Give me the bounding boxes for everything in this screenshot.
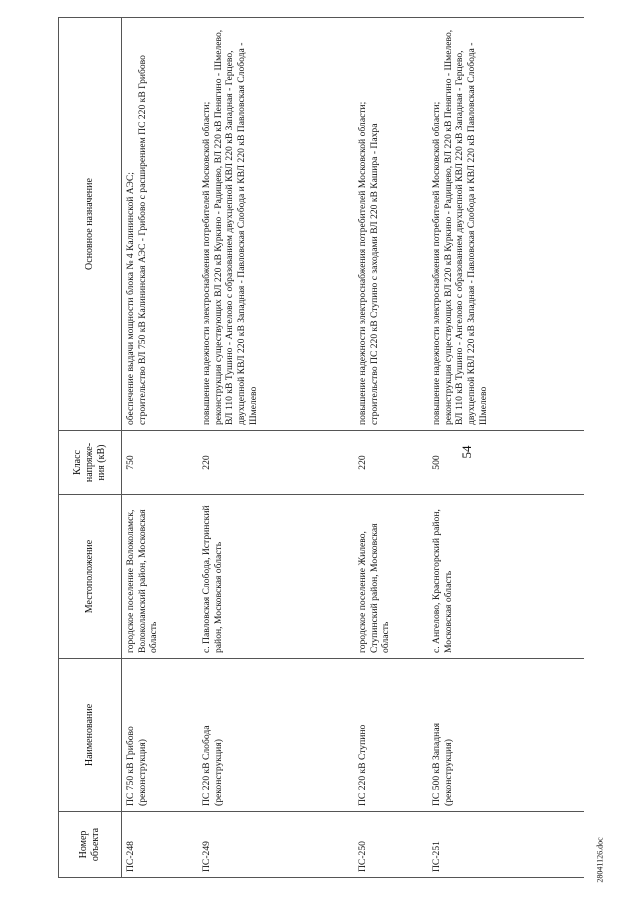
object-location: городское поселение Жилево, Ступинский район, Московская область [354, 495, 428, 659]
object-purpose [198, 18, 354, 431]
rotated-page-content [58, 18, 578, 878]
document-code: 28041126.doc [595, 837, 605, 883]
object-number: ПС-249 [198, 812, 354, 878]
object-name: ПС 220 кВ Ступино [354, 659, 428, 812]
object-purpose [122, 18, 199, 431]
header-name: Наименование [59, 659, 122, 812]
purpose-line: строительство ВЛ 750 кВ Калининская АЭС - Грибово с расширением ПС 220 кВ Грибово [136, 55, 148, 425]
purpose-line: обеспечение выдачи мощности блока № 4 Калининской АЭС; [125, 172, 136, 425]
object-number: ПС-248 [122, 812, 199, 878]
table-row [122, 18, 199, 878]
object-name: ПС 500 кВ Западная (реконструкция) [428, 659, 584, 812]
header-purpose: Основное назначение [59, 18, 122, 431]
purpose-line: повышение надежности электроснабжения потребителей Московской области; [431, 101, 442, 425]
purpose-line: реконструкция существующих ВЛ 220 кВ Куркино - Радищево, ВЛ 220 кВ Пенягино - Шмелево, ВЛ 110 кВ Тушино - Ангелово с образованием двухцепной КВЛ 220 кВ Западная - Герцево, двухцепной КВЛ 220 кВ Западная - Павловская Слобода и КВЛ 220 кВ Павловская Слобода - Шмелево [442, 29, 489, 425]
object-location: с. Павловская Слобода, Истринский район, Московская область [198, 495, 354, 659]
object-voltage: 220 [198, 431, 354, 495]
purpose-line: строительство ПС 220 кВ Ступино с заходами ВЛ 220 кВ Кашира - Пахра [368, 123, 380, 425]
object-name: ПС 750 кВ Грибово (реконструкция) [122, 659, 199, 812]
object-voltage: 750 [122, 431, 199, 495]
header-number: Номер объекта [59, 812, 122, 878]
object-location: с. Ангелово, Красногорский район, Московская область [428, 495, 584, 659]
object-purpose [354, 18, 428, 431]
page-number: 54 [459, 445, 474, 459]
object-number: ПС-251 [428, 812, 584, 878]
object-voltage: 500 [428, 431, 584, 495]
table-row [198, 18, 354, 878]
table-row [428, 18, 584, 878]
object-number: ПС-250 [354, 812, 428, 878]
header-voltage: Класс напряже-ния (кВ) [59, 431, 122, 495]
object-location: городское поселение Волоколамск, Волоколамский район, Московская область [122, 495, 199, 659]
purpose-line: повышение надежности электроснабжения потребителей Московской области; [357, 101, 368, 425]
object-voltage: 220 [354, 431, 428, 495]
table-header-row [59, 18, 122, 878]
objects-table [58, 17, 584, 878]
purpose-line: реконструкция существующих ВЛ 220 кВ Куркино - Радищево, ВЛ 220 кВ Пенягино - Шмелево, ВЛ 110 кВ Тушино - Ангелово с образованием двухцепной КВЛ 220 кВ Западная - Герцево, двухцепной КВЛ 220 кВ Западная - Павловская Слобода и КВЛ 220 кВ Павловская Слобода - Шмелево [212, 29, 259, 425]
table-row [354, 18, 428, 878]
header-location: Местоположение [59, 495, 122, 659]
object-name: ПС 220 кВ Слобода (реконструкция) [198, 659, 354, 812]
purpose-line: повышение надежности электроснабжения потребителей Московской области; [201, 101, 212, 425]
object-purpose [428, 18, 584, 431]
